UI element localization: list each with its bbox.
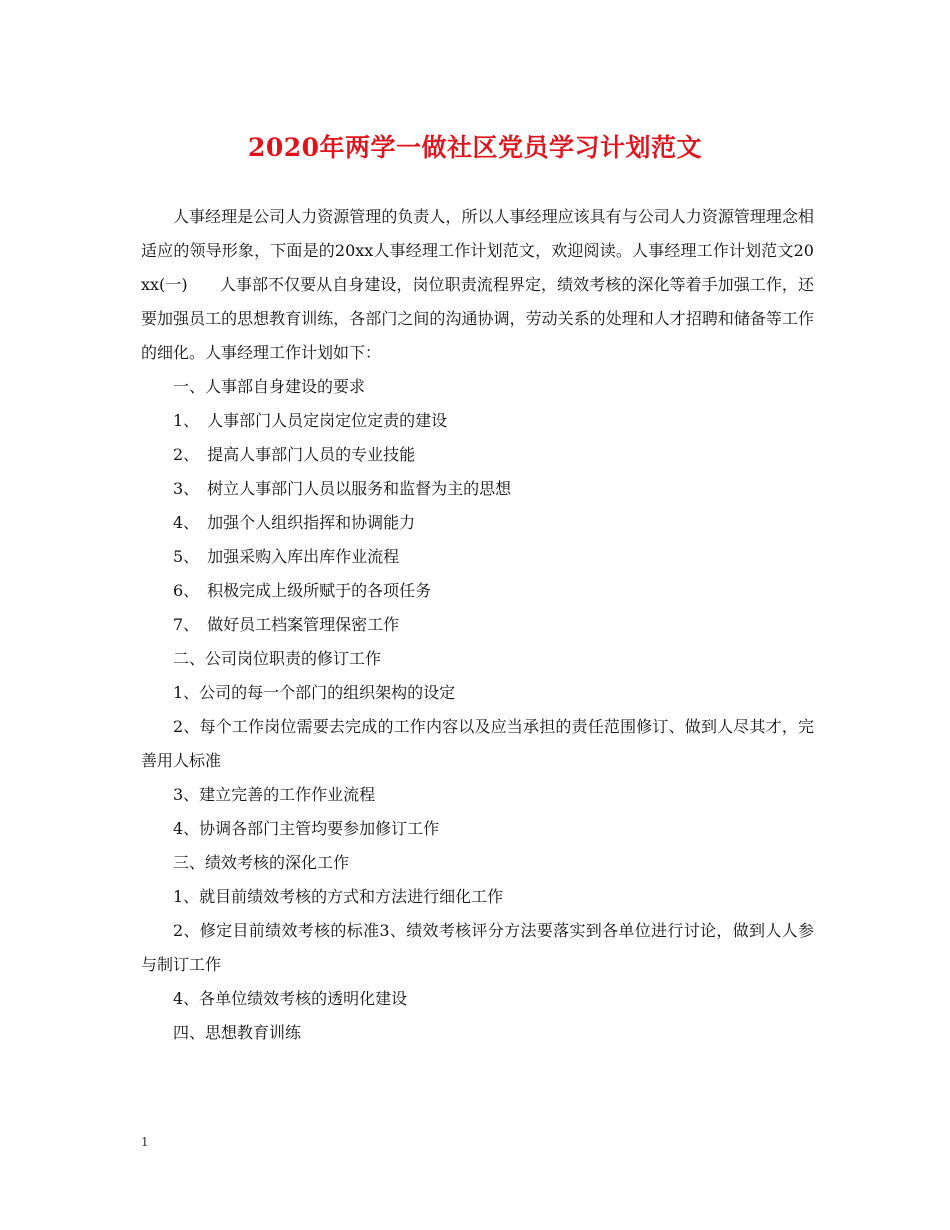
section-line: 1、公司的每一个部门的组织架构的设定 [173,683,456,702]
page-number: 1 [141,1135,149,1149]
section-line: 7、 做好员工档案管理保密工作 [173,615,400,634]
section-line: 5、 加强采购入库出库作业流程 [173,547,400,566]
section-line: 一、人事部自身建设的要求 [173,377,366,396]
document-body [141,200,814,1050]
section-line: 2、 提高人事部门人员的专业技能 [173,445,416,464]
section-line: 1、 人事部门人员定岗定位定责的建设 [173,411,448,430]
document-title: 2020年两学一做社区党员学习计划范文 [247,133,703,162]
section-line: 4、协调各部门主管均要参加修订工作 [173,819,440,838]
section-line: 6、 积极完成上级所赋于的各项任务 [173,581,432,600]
section-line: 4、 加强个人组织指挥和协调能力 [173,513,416,532]
section-line: 2、每个工作岗位需要去完成的工作内容以及应当承担的责任范围修订、做到人尽其才，完善用人标准 [141,717,814,770]
section-line: 1、就目前绩效考核的方式和方法进行细化工作 [173,887,504,906]
section-line: 3、 树立人事部门人员以服务和监督为主的思想 [173,479,512,498]
section-line: 四、思想教育训练 [173,1023,302,1042]
section-list [141,370,814,1050]
section-line: 三、绩效考核的深化工作 [173,853,350,872]
section-line: 二、公司岗位职责的修订工作 [173,649,382,668]
intro-paragraph: 人事经理是公司人力资源管理的负责人，所以人事经理应该具有与公司人力资源管理理念相适应的领导形象，下面是的20xx人事经理工作计划范文，欢迎阅读。人事经理工作计划范文20xx(一) 人事部不仅要从自身建设，岗位职责流程界定，绩效考核的深化等着手加强工作，还要加强员工的思想教育训练，各部门之间的沟通协调，劳动关系的处理和人才招聘和储备等工作的细化。人事经理工作计划如下： [141,207,814,362]
section-line: 2、修定目前绩效考核的标准3、绩效考核评分方法要落实到各单位进行讨论，做到人人参与制订工作 [141,921,814,974]
section-line: 3、建立完善的工作作业流程 [173,785,376,804]
section-line: 4、各单位绩效考核的透明化建设 [173,989,408,1008]
